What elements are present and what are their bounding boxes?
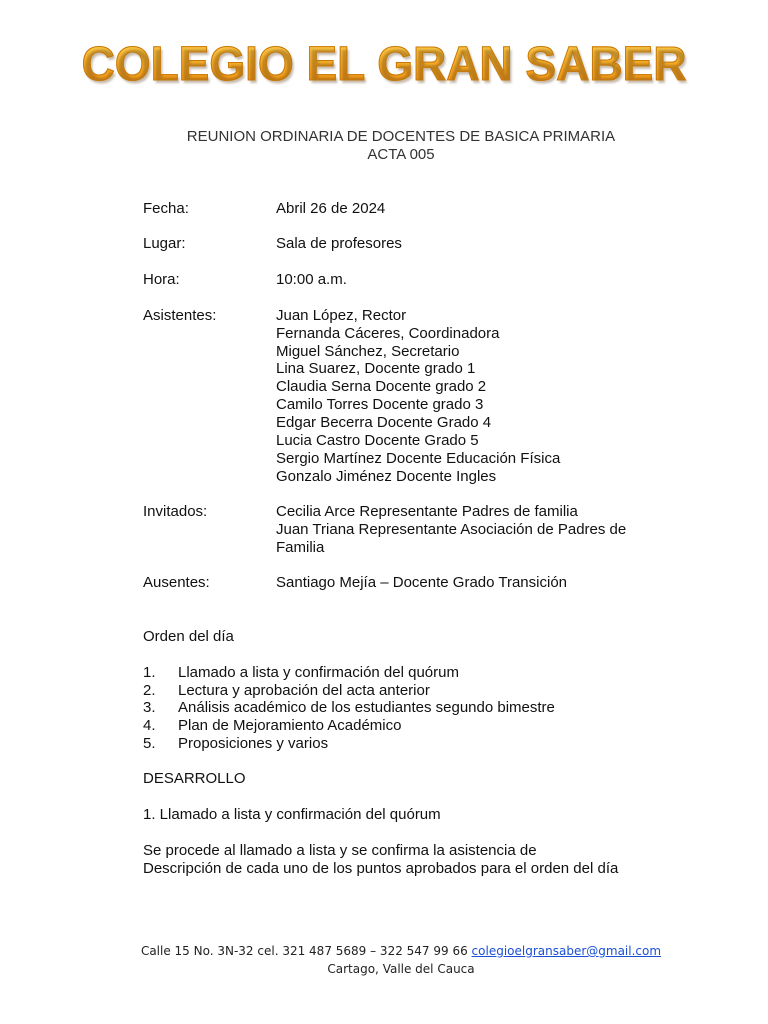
fecha-value: Abril 26 de 2024 (276, 200, 386, 217)
orden-item-text: Proposiciones y varios (178, 735, 329, 752)
invitado-item: Familia (276, 539, 325, 556)
orden-item-text: Lectura y aprobación del acta anterior (178, 682, 430, 699)
orden-item-number: 4. (143, 717, 156, 734)
fecha-label: Fecha: (143, 200, 189, 217)
asistente-item: Edgar Becerra Docente Grado 4 (276, 414, 492, 431)
asistente-item: Miguel Sánchez, Secretario (276, 343, 460, 360)
orden-item-number: 1. (143, 664, 156, 681)
hora-value: 10:00 a.m. (276, 271, 347, 288)
asistente-item: Lina Suarez, Docente grado 1 (276, 360, 476, 377)
orden-item-number: 3. (143, 699, 156, 716)
asistente-item: Camilo Torres Docente grado 3 (276, 396, 484, 413)
asistente-item: Gonzalo Jiménez Docente Ingles (276, 468, 497, 485)
orden-item-text: Llamado a lista y confirmación del quórum (178, 664, 459, 681)
school-logo-title: COLEGIO EL GRAN SABER (0, 35, 768, 92)
asistente-item: Lucia Castro Docente Grado 5 (276, 432, 479, 449)
footer-city: Cartago, Valle del Cauca (327, 962, 475, 976)
invitado-item: Cecilia Arce Representante Padres de familia (276, 503, 578, 520)
asistentes-label: Asistentes: (143, 307, 217, 324)
desarrollo-title: DESARROLLO (143, 770, 246, 787)
asistente-item: Juan López, Rector (276, 307, 407, 324)
invitados-label: Invitados: (143, 503, 208, 520)
invitado-item: Juan Triana Representante Asociación de Padres de (276, 521, 627, 538)
desarrollo-subtitle: 1. Llamado a lista y confirmación del quórum (143, 806, 441, 823)
desarrollo-paragraph-line: Descripción de cada uno de los puntos aprobados para el orden del día (143, 860, 619, 877)
orden-item-text: Plan de Mejoramiento Académico (178, 717, 402, 734)
ausentes-label: Ausentes: (143, 574, 210, 591)
ausentes-value: Santiago Mejía – Docente Grado Transición (276, 574, 567, 591)
lugar-label: Lugar: (143, 235, 186, 252)
orden-item-number: 5. (143, 735, 156, 752)
orden-item-text: Análisis académico de los estudiantes segundo bimestre (178, 699, 555, 716)
asistente-item: Claudia Serna Docente grado 2 (276, 378, 487, 395)
asistente-item: Fernanda Cáceres, Coordinadora (276, 325, 500, 342)
hora-label: Hora: (143, 271, 180, 288)
orden-item-number: 2. (143, 682, 156, 699)
lugar-value: Sala de profesores (276, 235, 402, 252)
footer-address-line (0, 944, 768, 958)
footer-address: Calle 15 No. 3N-32 cel. 321 487 5689 – 322 547 99 66 (140, 944, 472, 958)
meeting-title: REUNION ORDINARIA DE DOCENTES DE BASICA PRIMARIA (186, 128, 616, 145)
orden-del-dia-title: Orden del día (143, 628, 234, 645)
desarrollo-paragraph-line: Se procede al llamado a lista y se confirma la asistencia de (143, 842, 537, 859)
asistente-item: Sergio Martínez Docente Educación Física (276, 450, 561, 467)
acta-number: ACTA 005 (367, 146, 435, 163)
footer-email-link[interactable]: colegioelgransaber@gmail.com (471, 944, 662, 958)
